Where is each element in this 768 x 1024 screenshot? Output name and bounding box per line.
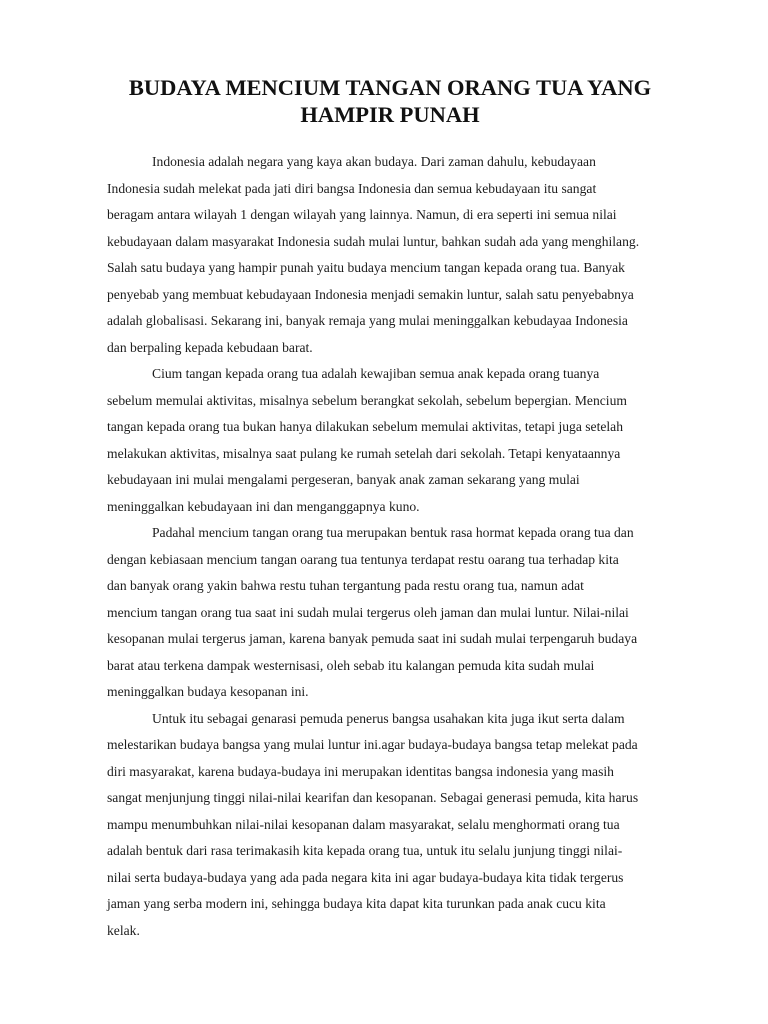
text-line: beragam antara wilayah 1 dengan wilayah yang lainnya. Namun, di era seperti ini semua nilai [107, 207, 617, 222]
text-line: tangan kepada orang tua bukan hanya dilakukan sebelum memulai aktivitas, tetapi juga setelah [107, 419, 624, 434]
title-line-2: HAMPIR PUNAH [300, 101, 480, 127]
text-line: Padahal mencium tangan orang tua merupakan bentuk rasa hormat kepada orang tua dan [152, 525, 634, 540]
text-line: sangat menjunjung tinggi nilai-nilai kearifan dan kesopanan. Sebagai generasi pemuda, kita harus [107, 790, 639, 805]
text-line: kesopanan mulai tergerus jaman, karena banyak pemuda saat ini sudah mulai terpengaruh budaya [107, 631, 638, 646]
text-line: dengan kebiasaan mencium tangan oarang tua tentunya terdapat restu oarang tua terhadap kita [107, 551, 619, 567]
text-line: barat atau terkena dampak westernisasi, oleh sebab itu kalangan pemuda kita sudah mulai [107, 657, 595, 673]
text-line: Salah satu budaya yang hampir punah yaitu budaya mencium tangan kepada orang tua. Banyak [107, 260, 625, 275]
text-line: meninggalkan budaya kesopanan ini. [107, 684, 309, 699]
document-body [107, 149, 697, 944]
text-line: dan banyak orang yakin bahwa restu tuhan tergantung pada restu orang tua, namun adat [107, 578, 584, 593]
text-line: adalah globalisasi. Sekarang ini, banyak remaja yang mulai meninggalkan kebudayaa Indonesia [107, 313, 628, 328]
paragraph-1 [107, 149, 697, 361]
text-line: mencium tangan orang tua saat ini sudah mulai tergerus oleh jaman dan mulai luntur. Nilai-nilai [107, 604, 629, 620]
text-line: nilai serta budaya-budaya yang ada pada negara kita ini agar budaya-budaya kita tidak tergerus [107, 869, 624, 885]
text-line: melakukan aktivitas, misalnya saat pulang ke rumah setelah dari sekolah. Tetapi kenyataannya [107, 445, 621, 461]
text-line: Cium tangan kepada orang tua adalah kewajiban semua anak kepada orang tuanya [152, 366, 600, 381]
text-line: mampu menumbuhkan nilai-nilai kesopanan dalam masyarakat, selalu menghormati orang tua [107, 816, 620, 832]
page-title [90, 74, 690, 127]
paragraph-3 [107, 520, 697, 706]
text-line: dan berpaling kepada kebudaan barat. [107, 339, 313, 355]
text-line: Indonesia sudah melekat pada jati diri bangsa Indonesia dan semua kebudayaan itu sangat [107, 180, 597, 196]
text-line: kebudayaan dalam masyarakat Indonesia sudah mulai luntur, bahkan sudah ada yang menghilang. [107, 233, 640, 249]
text-line: penyebab yang membuat kebudayaan Indonesia menjadi semakin luntur, salah satu penyebabnya [107, 286, 634, 302]
paragraph-2 [107, 361, 697, 520]
text-line: jaman yang serba modern ini, sehingga budaya kita dapat kita turunkan pada anak cucu kita [107, 896, 606, 911]
text-line: adalah bentuk dari rasa terimakasih kita kepada orang tua, untuk itu selalu junjung tinggi nilai- [107, 843, 623, 858]
text-line: sebelum memulai aktivitas, misalnya sebelum berangkat sekolah, sebelum bepergian. Mencium [107, 392, 627, 408]
text-line: kelak. [107, 922, 140, 938]
text-line: Untuk itu sebagai genarasi pemuda penerus bangsa usahakan kita juga ikut serta dalam [152, 710, 625, 726]
paragraph-4 [107, 706, 697, 945]
text-line: meninggalkan kebudayaan ini dan menganggapnya kuno. [107, 498, 420, 514]
text-line: melestarikan budaya bangsa yang mulai luntur ini.agar budaya-budaya bangsa tetap melekat pada [107, 737, 638, 752]
text-line: Indonesia adalah negara yang kaya akan budaya. Dari zaman dahulu, kebudayaan [152, 154, 596, 169]
text-line: kebudayaan ini mulai mengalami pergeseran, banyak anak zaman sekarang yang mulai [107, 472, 580, 487]
text-line: diri masyarakat, karena budaya-budaya ini merupakan identitas bangsa indonesia yang masih [107, 763, 614, 779]
title-line-1: BUDAYA MENCIUM TANGAN ORANG TUA YANG [128, 75, 652, 100]
